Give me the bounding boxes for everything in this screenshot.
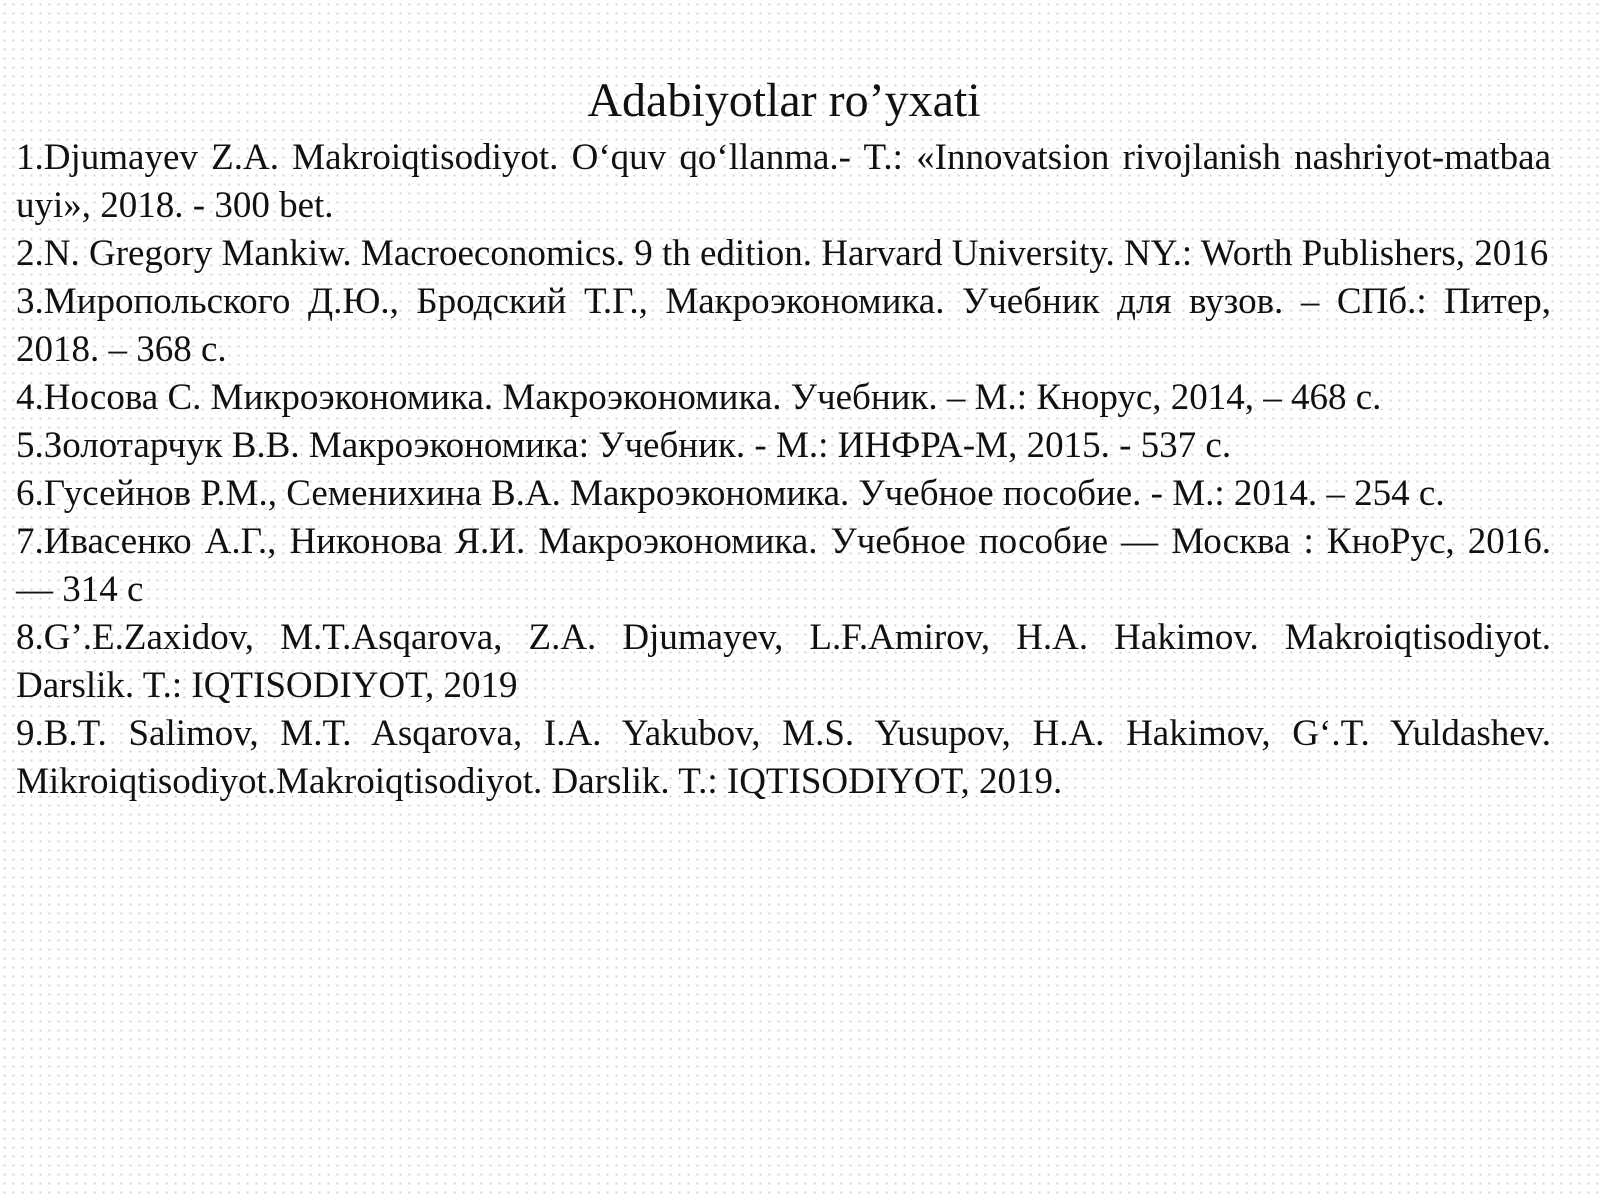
- reference-item: 9.B.T. Salimov, M.T. Asqarova, I.A. Yakubov, M.S. Yusupov, H.A. Hakimov, G‘.T. Yuldashev. Mikroiqtisodiyot.Makroiqtisodiyot. Darslik. T.: IQTISODIYOT, 2019.: [16, 713, 1551, 802]
- reference-item: 5.Золотарчук В.В. Макроэкономика: Учебник. - М.: ИНФРА-М, 2015. - 537 с.: [16, 425, 1232, 466]
- slide-title: Adabiyotlar ro’yxati: [587, 74, 981, 127]
- reference-item: 4.Носова С. Микроэкономика. Макроэкономика. Учебник. – М.: Кнорус, 2014, – 468 с.: [16, 377, 1382, 418]
- reference-item: 3.Миропольского Д.Ю., Бродский Т.Г., Макроэкономика. Учебник для вузов. – СПб.: Питер, 2018. – 368 с.: [16, 281, 1551, 370]
- reference-item: 6.Гусейнов Р.М., Семенихина В.А. Макроэкономика. Учебное пособие. - М.: 2014. – 254 с.: [16, 473, 1445, 514]
- reference-item: 1.Djumayev Z.A. Makroiqtisodiyot. O‘quv qo‘llanma.- T.: «Innovatsion rivojlanish nashriyot-matbaa uyi», 2018. - 300 bet.: [16, 137, 1551, 226]
- reference-item: 7.Ивасенко А.Г., Никонова Я.И. Макроэкономика. Учебное пособие — Москва : КноРус, 2016. — 314 с: [16, 521, 1551, 610]
- reference-item: 2.N. Gregory Mankiw. Macroeconomics. 9 th edition. Harvard University. NY.: Worth Publishers, 2016: [16, 233, 1549, 274]
- reference-item: 8.G’.E.Zaxidov, M.T.Asqarova, Z.A. Djumayev, L.F.Amirov, H.A. Hakimov. Makroiqtisodiyot. Darslik. T.: IQTISODIYOT, 2019: [16, 617, 1551, 706]
- reference-list: [16, 134, 1551, 806]
